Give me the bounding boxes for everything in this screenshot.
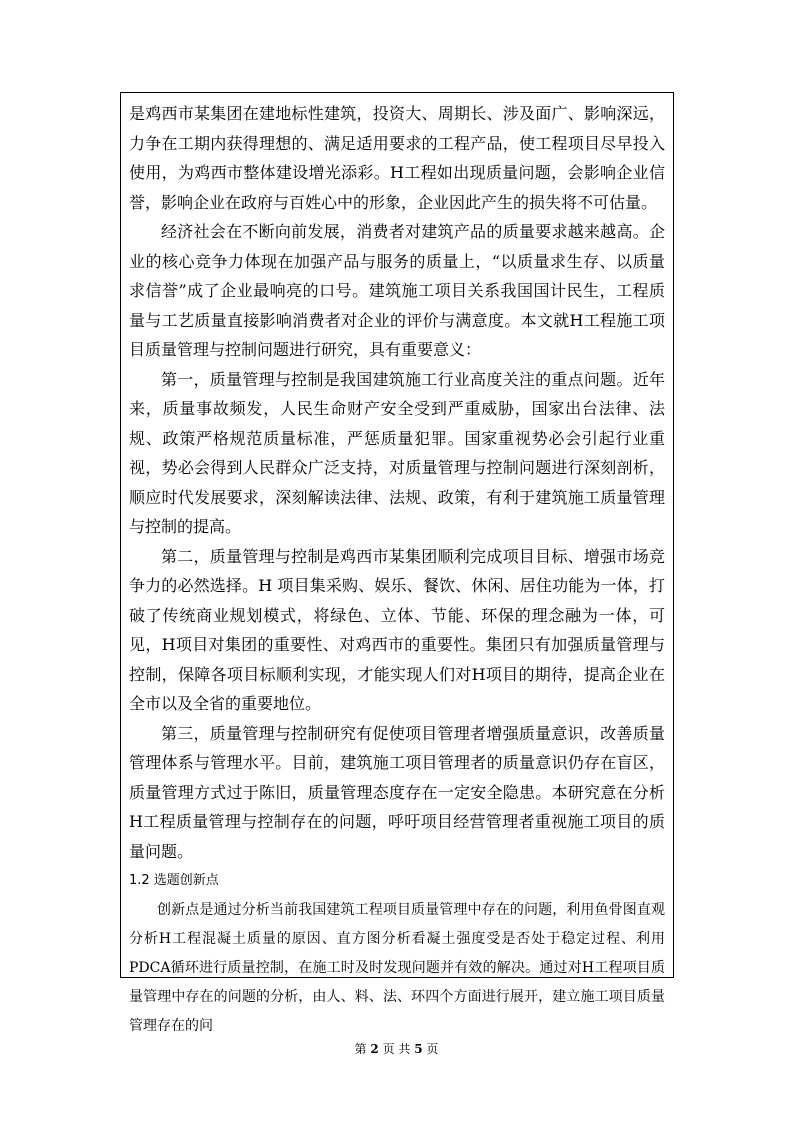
footer-prefix: 第 — [354, 1042, 367, 1056]
footer-middle: 页 共 — [382, 1042, 411, 1056]
main-paragraphs — [129, 99, 665, 866]
section-heading: 1.2 选题创新点 — [129, 873, 219, 888]
page-footer — [0, 1041, 793, 1057]
paragraph-significance-intro: 经济社会在不断向前发展，消费者对建筑产品的质量要求越来越高。企业的核心竞争力体现在加强产品与服务的质量上，“以质量求生存、以质量求信誉”成了企业最响亮的口号。建筑施工项目关系我国国计民生，工程质量与工艺质量直接影响消费者对企业的评价与满意度。本文就H工程施工项目质量管理与控制问题进行研究，具有重要意义： — [129, 222, 665, 359]
paragraph-point-one: 第一，质量管理与控制是我国建筑施工行业高度关注的重点问题。近年来，质量事故频发，人民生命财产安全受到严重威胁，国家出台法律、法规、政策严格规范质量标准，严惩质量犯罪。国家重视势必会引起行业重视，势必会得到人民群众广泛支持，对质量管理与控制问题进行深刻剖析，顺应时代发展要求，深刻解读法律、法规、政策，有利于建筑施工质量管理与控制的提高。 — [129, 369, 665, 536]
paragraph-point-three: 第三，质量管理与控制研究有促使项目管理者增强质量意识，改善质量管理体系与管理水平。目前，建筑施工项目管理者的质量意识仍存在盲区，质量管理方式过于陈旧，质量管理态度存在一定安全隐患。本研究意在分析H工程质量管理与控制存在的问题，呼吁项目经营管理者重视施工项目的质量问题。 — [129, 723, 665, 861]
footer-suffix: 页 — [426, 1042, 439, 1056]
innovation-section — [129, 896, 665, 1041]
footer-total-pages: 5 — [414, 1042, 423, 1056]
paragraph-point-two: 第二，质量管理与控制是鸡西市某集团顺利完成项目目标、增强市场竞争力的必然选择。H 项目集采购、娱乐、餐饮、休闲、居住功能为一体，打破了传统商业规划模式，将绿色、立体、节能、环保的理念融为一体，可见，H项目对集团的重要性、对鸡西市的重要性。集团只有加强质量管理与控制，保障各项目标顺利实现，才能实现人们对H项目的期待，提高企业在全市以及全省的重要地位。 — [129, 546, 665, 713]
paragraph-innovation: 创新点是通过分析当前我国建筑工程项目质量管理中存在的问题，利用鱼骨图直观分析H工程混凝土质量的原因、直方图分析看凝土强度受是否处于稳定过程、利用PDCA循环进行质量控制，在施工时及时发现问题并有效的解决。通过对H工程项目质量管理中存在的问题的分析，由人、料、法、环四个方面进行展开，建立施工项目质量管理存在的问 — [129, 902, 665, 1034]
document-body — [129, 99, 665, 1041]
paragraph-continuation: 是鸡西市某集团在建地标性建筑，投资大、周期长、涉及面广、影响深远，力争在工期内获得理想的、满足适用要求的工程产品，使工程项目尽早投入使用，为鸡西市整体建设增光添彩。H工程如出现质量问题，会影响企业信誉，影响企业在政府与百姓心中的形象，企业因此产生的损失将不可估量。 — [129, 104, 665, 212]
content-table-cell — [120, 92, 674, 1034]
footer-page-number: 2 — [370, 1042, 379, 1056]
